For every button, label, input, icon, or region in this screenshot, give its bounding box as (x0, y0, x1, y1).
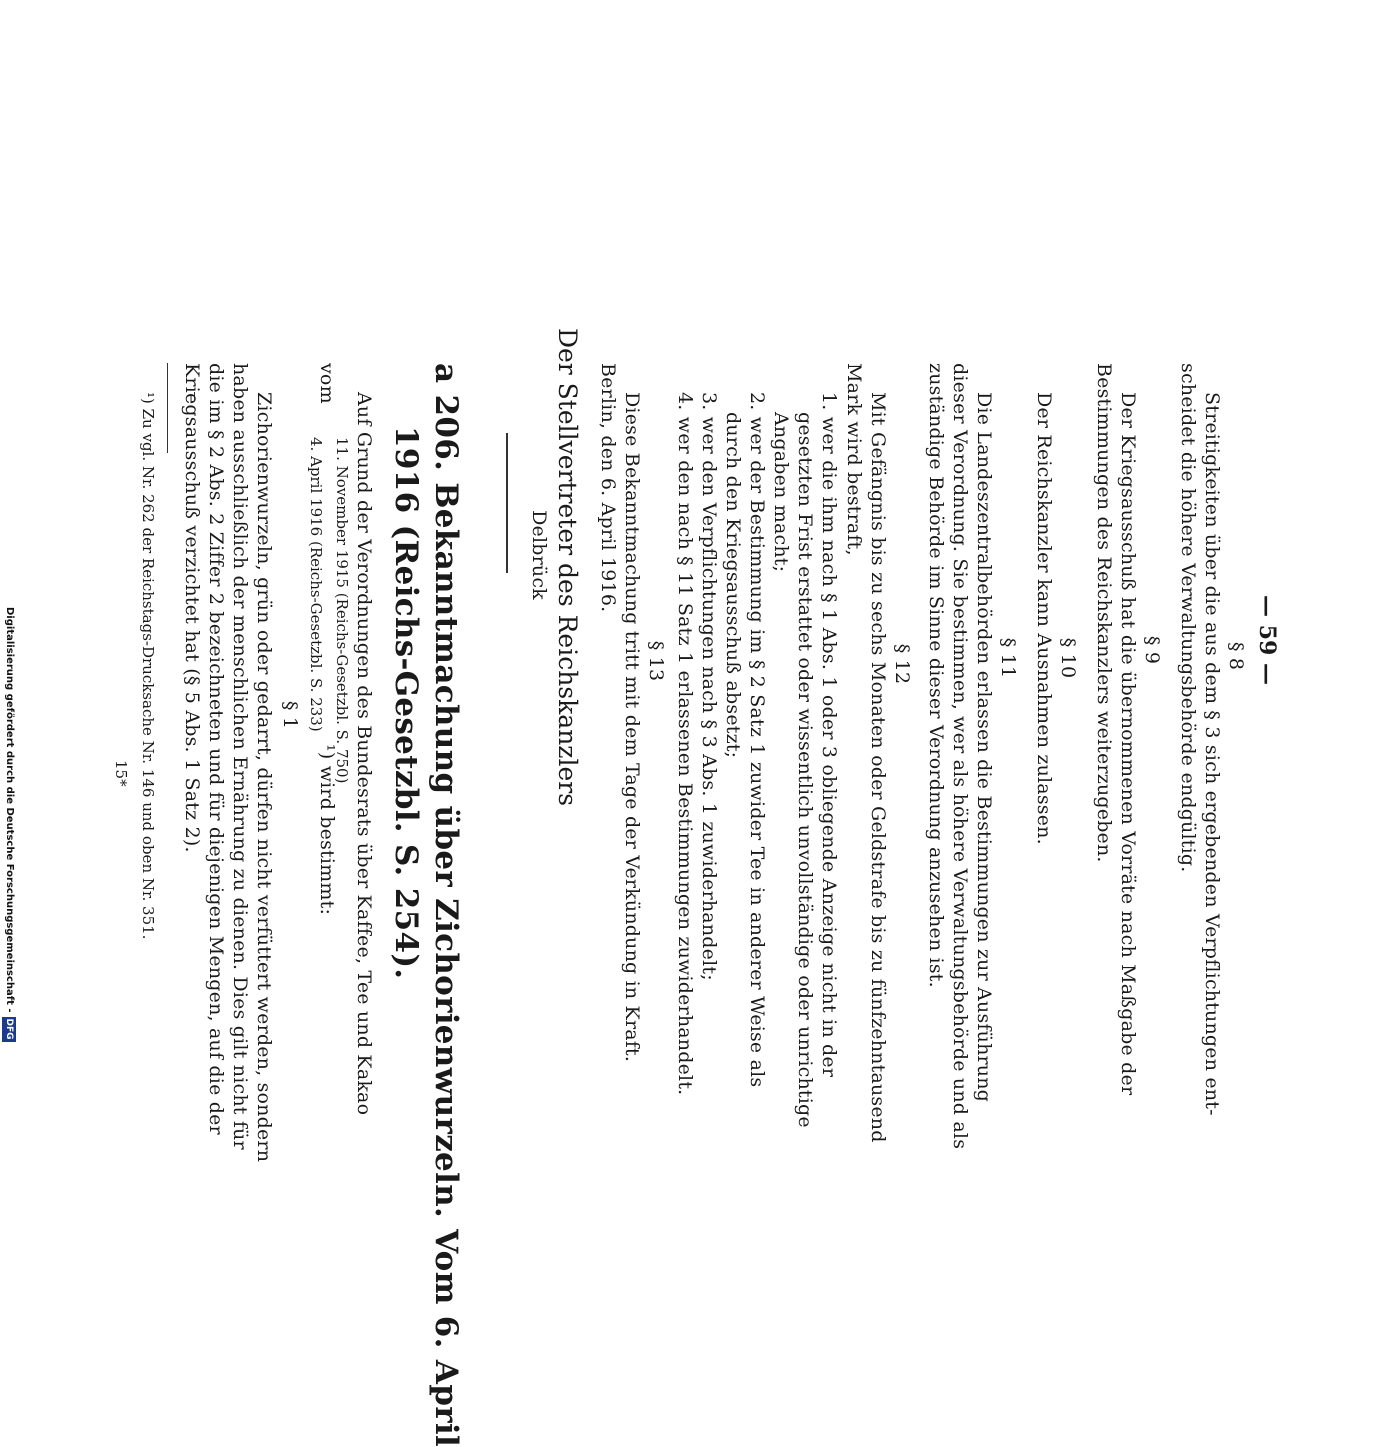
section-10-heading: § 10 (1057, 637, 1079, 679)
section-12-item-3: 3. wer den Verpflichtungen nach § 3 Abs. 1 zuwiderhandelt; (698, 392, 720, 981)
announcement-body-line-2: haben ausschließlich der menschlichen Ernährung zu dienen. Dies gilt nicht für (229, 363, 251, 1150)
section-12-item-4: 4. wer den nach § 11 Satz 1 erlassenen Bestimmungen zuwiderhandelt. (674, 392, 696, 1096)
section-9-line-2: Bestimmungen des Reichskanzlers weiterzugeben. (1093, 363, 1115, 863)
page-number: — 59 — (1254, 595, 1280, 685)
section-13-heading: § 13 (645, 640, 667, 682)
section-8-line-1: Streitigkeiten über die aus dem § 3 sich ergebenden Verpflichtungen ent- (1201, 392, 1223, 1116)
announcement-intro-vom: vom (316, 363, 338, 404)
announcement-intro-line-1: Auf Grund der Verordnungen des Bundesrats über Kaffee, Tee und Kakao (353, 392, 375, 1116)
section-10-line-1: Der Reichskanzler kann Ausnahmen zulassen. (1033, 392, 1055, 845)
section-12-heading: § 12 (891, 643, 913, 685)
announcement-title (428, 363, 464, 1447)
section-8-line-2: scheidet die höhere Verwaltungsbehörde endgültig. (1177, 363, 1199, 873)
section-12-line-1: Mit Gefängnis bis zu sechs Monaten oder Geldstrafe bis zu fünfzehntausend (867, 392, 889, 1143)
section-12-line-2: Mark wird bestraft, (843, 363, 865, 556)
announcement-title-line-1: Bekanntmachung über Zichorienwurzeln. Vom 6. April (428, 482, 464, 1447)
digitization-margin-note (0, 0, 16, 1040)
signature-name: Delbrück (528, 510, 550, 600)
announcement-number: a 206. (428, 363, 464, 472)
announcement-date-b: 4. April 1916 (Reichs-Gesetzbl. S. 233) (307, 437, 325, 732)
section-13-line-2: Berlin, den 6. April 1916. (597, 363, 619, 613)
announcement-intro-tail (317, 744, 336, 915)
section-separator-rule (506, 433, 508, 573)
section-11-heading: § 11 (997, 637, 1019, 679)
section-12-item-2: 2. wer der Bestimmung im § 2 Satz 1 zuwider Tee in anderer Weise als (746, 392, 768, 1088)
dfg-logo: DFG (4, 1018, 14, 1040)
section-13-line-1: Diese Bekanntmachung tritt mit dem Tage der Verkündung in Kraft. (621, 392, 643, 1063)
footnote-text: ¹) Zu vgl. Nr. 262 der Reichstags-Drucksache Nr. 146 und oben Nr. 351. (139, 392, 157, 940)
announcement-date-a: 11. November 1915 (Reichs-Gesetzbl. S. 750) (333, 437, 351, 784)
digitization-credit-text: Digitalisierung gefördert durch die Deutsche Forschungsgemeinschaft - (4, 607, 15, 1013)
announcement-title-line-2: 1916 (Reichs-Gesetzbl. S. 254). (388, 426, 424, 980)
signature-mark: 15* (112, 760, 130, 787)
section-11-line-2: dieser Verordnung. Sie bestimmen, wer als höhere Verwaltungsbehörde und als (949, 363, 971, 1150)
announcement-body-line-4: Kriegsausschuß verzichtet hat (§ 5 Abs. 1 Satz 2). (181, 363, 203, 853)
section-8-heading: § 8 (1225, 641, 1247, 671)
section-11-line-3: zuständige Behörde im Sinne dieser Verordnung anzusehen ist. (925, 363, 947, 988)
announcement-intro-tail-text: wird bestimmt: (316, 765, 338, 916)
section-12-item-1-cont: gesetzten Frist erstattet oder wissentlich unvollständige oder unrichtige (794, 412, 816, 1128)
section-11-line-1: Die Landeszentralbehörden erlassen die Bestimmungen zur Ausführung (973, 392, 995, 1103)
section-12-item-2-cont: durch den Kriegsausschuß absetzt; (722, 412, 744, 759)
announcement-body-line-3: die im § 2 Abs. 2 Ziffer 2 bezeichneten und für diejenigen Mengen, auf die der (205, 363, 227, 1135)
announcement-body-line-1: Zichorienwurzeln, grün oder gedarrt, dürfen nicht verfüttert werden, sondern (253, 392, 275, 1163)
section-12-item-1: 1. wer die ihm nach § 1 Abs. 1 oder 3 obliegende Anzeige nicht in der (818, 392, 840, 1078)
section-9-line-1: Der Kriegsausschuß hat die übernommenen Vorräte nach Maßgabe der (1117, 392, 1139, 1096)
section-9-heading: § 9 (1141, 635, 1163, 665)
footnote-rule (167, 363, 168, 453)
signature-title: Der Stellvertreter des Reichskanzlers (553, 327, 582, 807)
footnote-mark: ¹) (316, 744, 338, 760)
announcement-section-heading: § 1 (279, 700, 301, 730)
section-12-item-1-cont: Angaben macht; (770, 412, 792, 573)
